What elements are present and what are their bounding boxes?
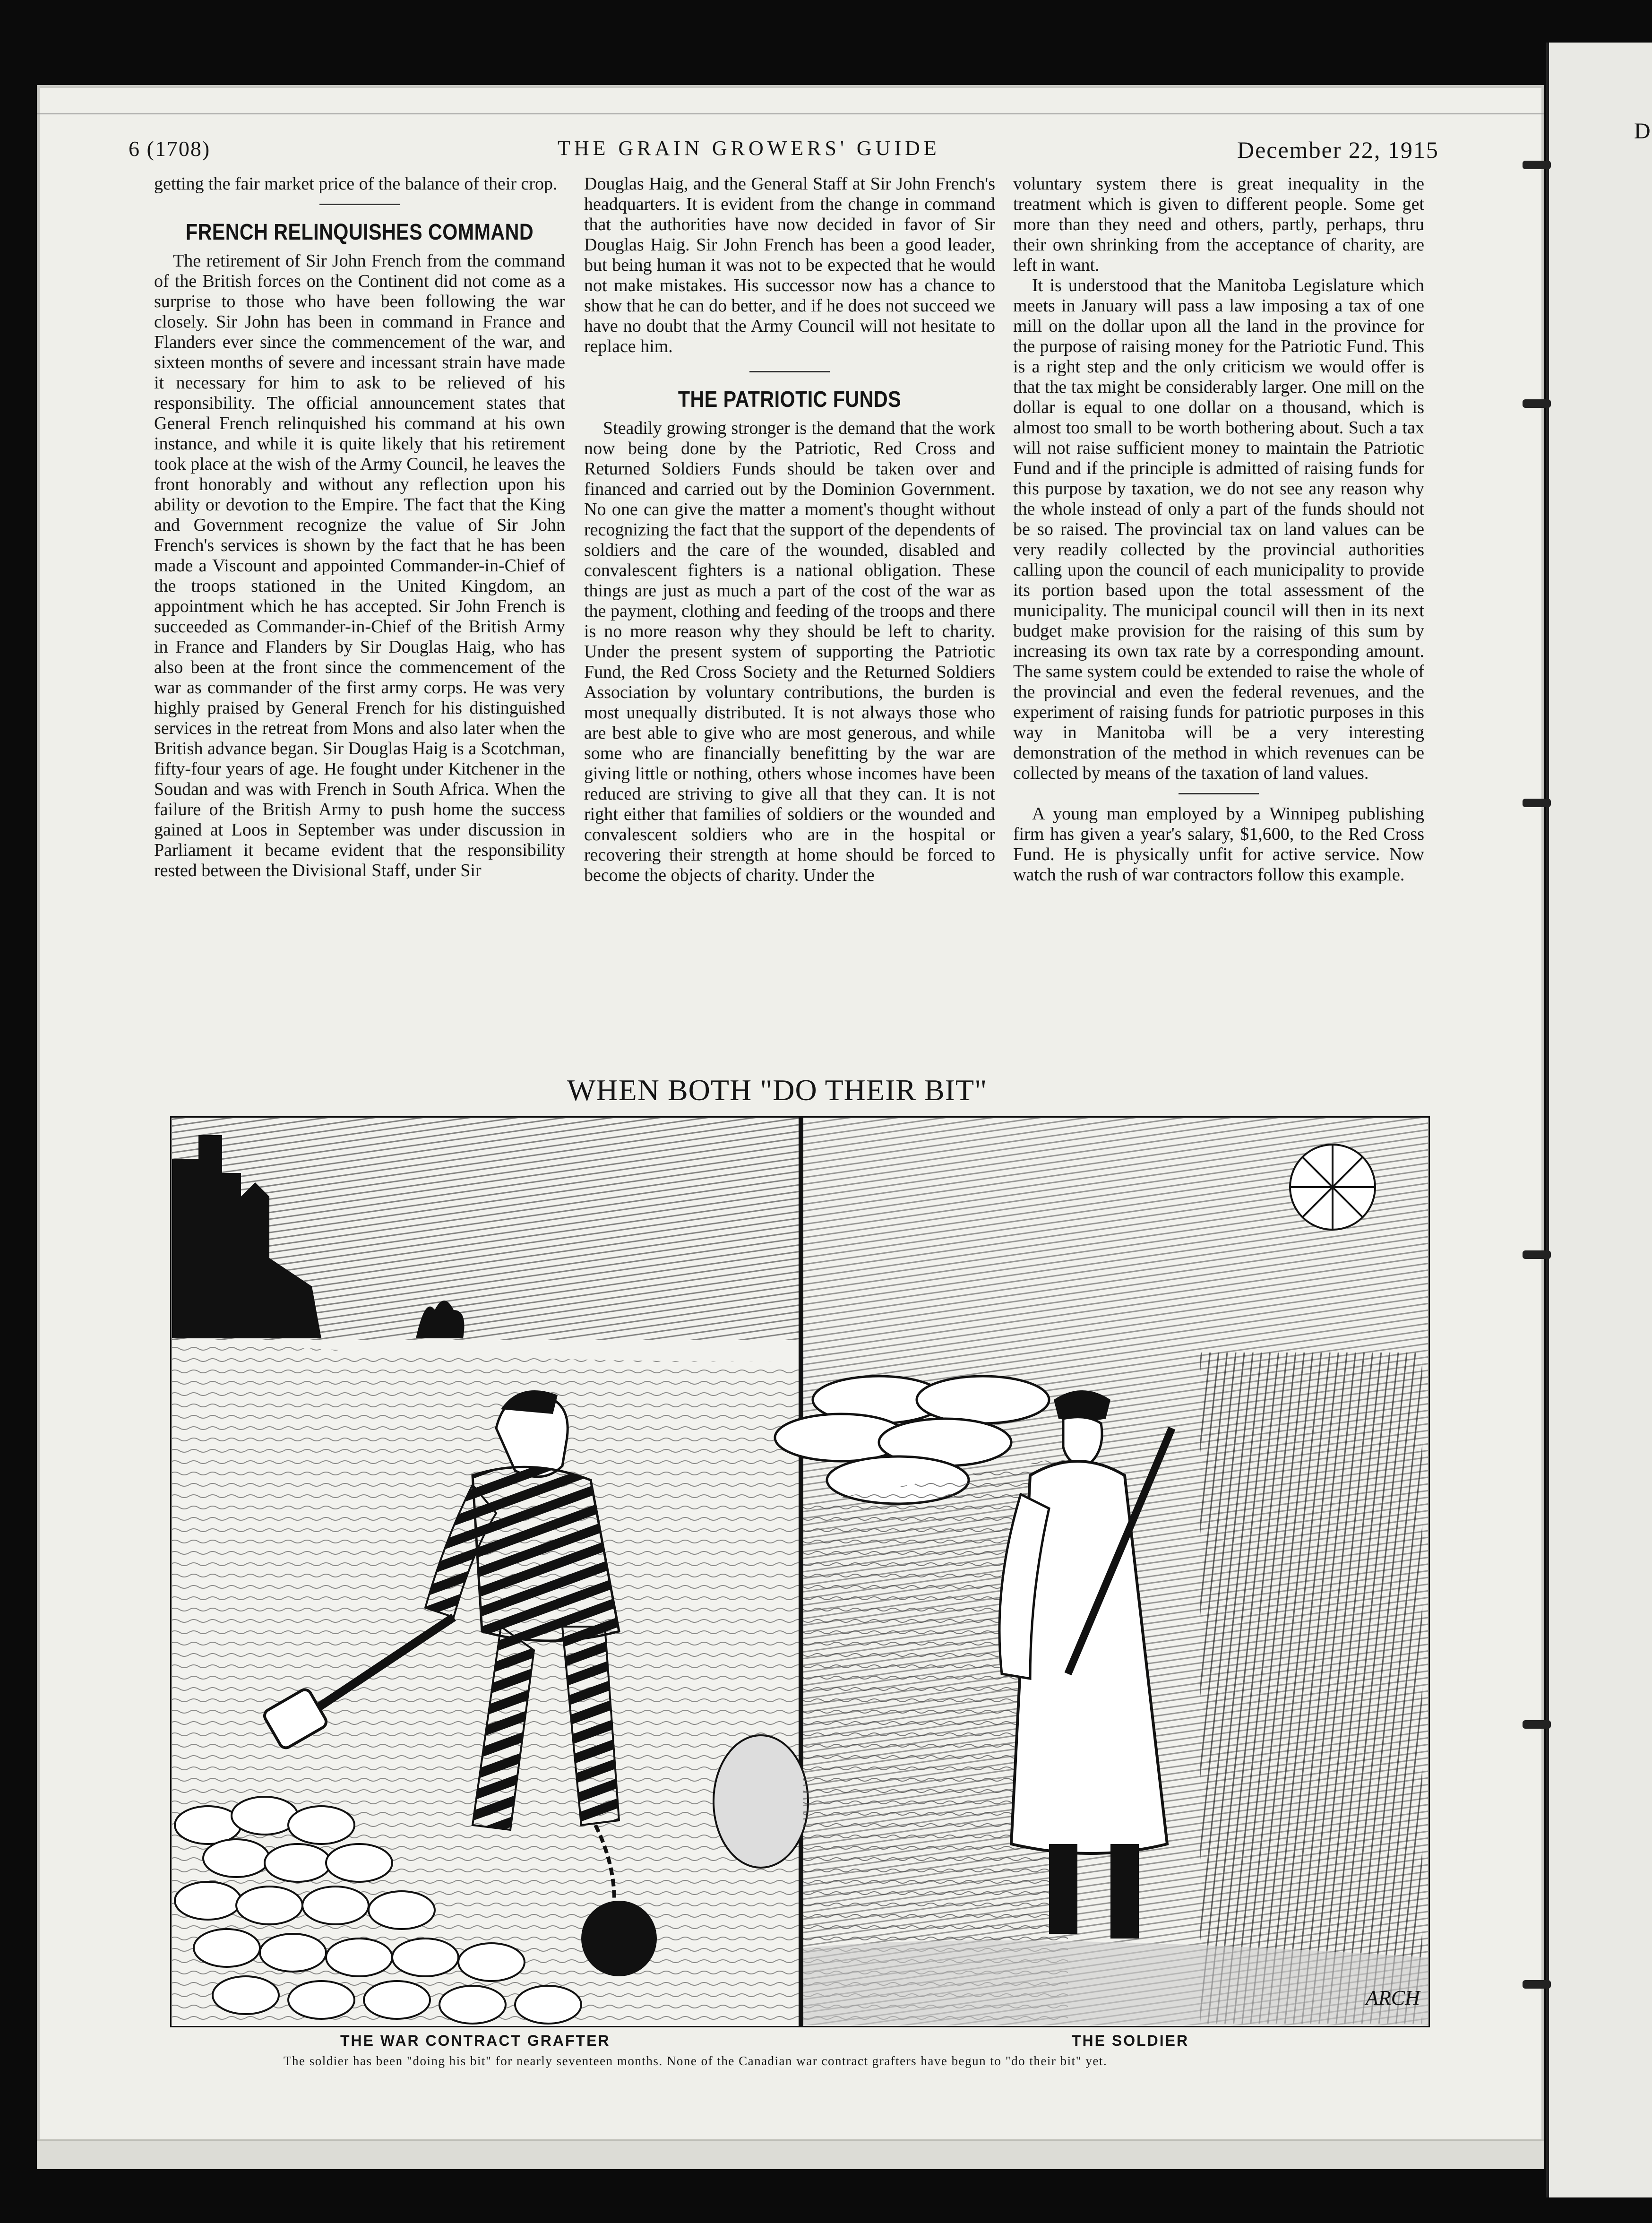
right-panel-caption: THE SOLDIER: [1072, 2032, 1189, 2049]
binding-mark: [1523, 1980, 1551, 1989]
article-body-french: The retirement of Sir John French from the command of the British forces on the Continent did not come as a surprise to those who have been following the war closely. Sir John has been in command in France and Flanders ever since the commencement of the war, and sixteen months of severe and incessant strain have made it necessary for him to ask to be relieved of his responsibility. The official announcement states that General French relinquished his command at his own instance, and while it is quite likely that his retirement took place at the wish of the Army Council, he leaves the front honorably and without any reflection upon his ability or devotion to the Empire. The fact that the King and Government recognize the value of Sir John French's services is shown by the fact that he has been made a Viscount and appointed Commander-in-Chief of the troops stationed in the United Kingdom, an appointment which he has accepted. Sir John French is succeeded as Commander-in-Chief of the British Army in France and Flanders by Sir Douglas Haig, who has also been at the front since the commencement of the war as commander of the first army corps. He was very highly praised by General French for his distinguished services in the retreat from Mons and also later when the British advance began. Sir Douglas Haig is a Scotchman, fifty-four years of age. He fought under Kitchener in the Soudan and was with French in South Africa. When the failure of the British Army to push home the success gained at Loos in September was under discussion in Parliament it became evident that the responsibility rested between the Divisional Staff, under Sir: [154, 251, 565, 880]
cartoon-caption: The soldier has been "doing his bit" for nearly seventeen months. None of the Canadian war contract grafters have begun to "do their bit" yet.: [284, 2054, 1108, 2068]
news-note-red-cross: A young man employed by a Winnipeg publishing firm has given a year's salary, $1,600, to the Red Cross Fund. He is physically unfit for active service. Now watch the rush of war contractors follow this example.: [1013, 804, 1424, 885]
column-1: [154, 174, 565, 881]
column-1-intro: getting the fair market price of the balance of their crop.: [154, 174, 558, 194]
article-heading-french: FRENCH RELINQUISHES COMMAND: [185, 220, 534, 245]
shell-burst: [1290, 1145, 1375, 1230]
ball-and-chain: [581, 1901, 657, 1976]
cartoon-title: WHEN BOTH "DO THEIR BIT": [567, 1073, 988, 1107]
right-panel-soldier: [775, 1118, 1428, 2025]
article-continuation-patriotic: voluntary system there is great inequality in the treatment which is given to different people. Some get more than they need and others, partly, perhaps, thru their own shrinking from the acceptance of charity, are left in want.: [1013, 174, 1424, 275]
artist-signature: ARCH: [1366, 1986, 1420, 2009]
column-3: [1013, 174, 1424, 885]
page-number: 6 (1708): [129, 137, 211, 161]
boulder: [714, 1735, 808, 1868]
section-divider: [749, 371, 830, 372]
article-heading-patriotic: THE PATRIOTIC FUNDS: [678, 387, 902, 412]
header-rule: [37, 113, 1544, 114]
rain-hatching: [1200, 1353, 1422, 2024]
adjacent-page-letter: D: [1634, 119, 1651, 144]
column-2: [584, 174, 995, 886]
section-divider: [319, 204, 400, 205]
publication-title: THE GRAIN GROWERS' GUIDE: [558, 137, 940, 160]
binding-mark: [1523, 799, 1551, 807]
adjacent-page-edge: [1546, 43, 1652, 2197]
issue-date: December 22, 1915: [1237, 137, 1439, 163]
article-body-patriotic: Steadily growing stronger is the demand that the work now being done by the Patriotic, Red Cross and Returned Soldiers Funds should be taken over and financed and carried out by the Dominion Government. No one can give the matter a moment's thought without recognizing the fact that the support of the dependents of soldiers and the care of the wounded, disabled and convalescent fighters is a national obligation. These things are just as much a part of the cost of the war as the payment, clothing and feeding of the troops and there is no more reason why they should be left to charity. Under the present system of supporting the Patriotic Fund, the Red Cross Society and the Returned Soldiers Association by voluntary contributions, the burden is most unequally distributed. It is not always those who are best able to give who are most generous, and while some who are financially benefitting by the war are giving little or nothing, others whose incomes have been reduced are striving to give all that they can. It is not right either that families of soldiers or the wounded and convalescent soldiers who are in the hospital or recovering their strength at home should be forced to become the objects of charity. Under the: [584, 418, 995, 885]
binding-mark: [1523, 399, 1551, 408]
article-continuation-french: Douglas Haig, and the General Staff at Sir John French's headquarters. It is evident from the change in command that the authorities have now decided in favor of Sir Douglas Haig. Sir John French has been a good leader, but being human it was not to be expected that he would not make mistakes. His successor now has a chance to show that he can do better, and if he does not succeed we have no doubt that the Army Council will not hesitate to replace him.: [584, 174, 995, 356]
left-panel-caption: THE WAR CONTRACT GRAFTER: [340, 2032, 611, 2049]
article-body-manitoba: It is understood that the Manitoba Legislature which meets in January will pass a law imposing a tax of one mill on the dollar upon all the land in the province for the purpose of raising money for the Patriotic Fund. This is a right step and the only criticism we would offer is that the tax might be considerably larger. One mill on the dollar is equal to one dollar on a thousand, which is almost too small to be worth bothering about. Such a tax will not raise sufficient money to maintain the Patriotic Fund and if the principle is admitted of raising funds for this purpose by taxation, we do not see any reason why the whole instead of only a part of the funds should not be so raised. The provincial tax on land values can be very readily collected by the provincial authorities calling upon the council of each municipality to provide its portion based upon the total assessment of the municipality. The municipal council will then in its next budget make provision for the raising of this sum by increasing its own tax rate by a corresponding amount. The same system could be extended to raise the whole of the provincial and even the federal revenues, and the experiment of raising funds for patriotic purposes in this way in Manitoba will be a very interesting demonstration of the method in which revenues can be collected by means of the taxation of land values.: [1013, 276, 1424, 783]
binding-mark: [1523, 1720, 1551, 1729]
editorial-cartoon: [170, 1116, 1430, 2027]
binding-mark: [1523, 1250, 1551, 1259]
left-panel-grafter: [172, 1118, 808, 2025]
binding-mark: [1523, 161, 1551, 169]
puddle: [803, 1940, 1428, 2025]
section-divider: [1179, 793, 1259, 794]
